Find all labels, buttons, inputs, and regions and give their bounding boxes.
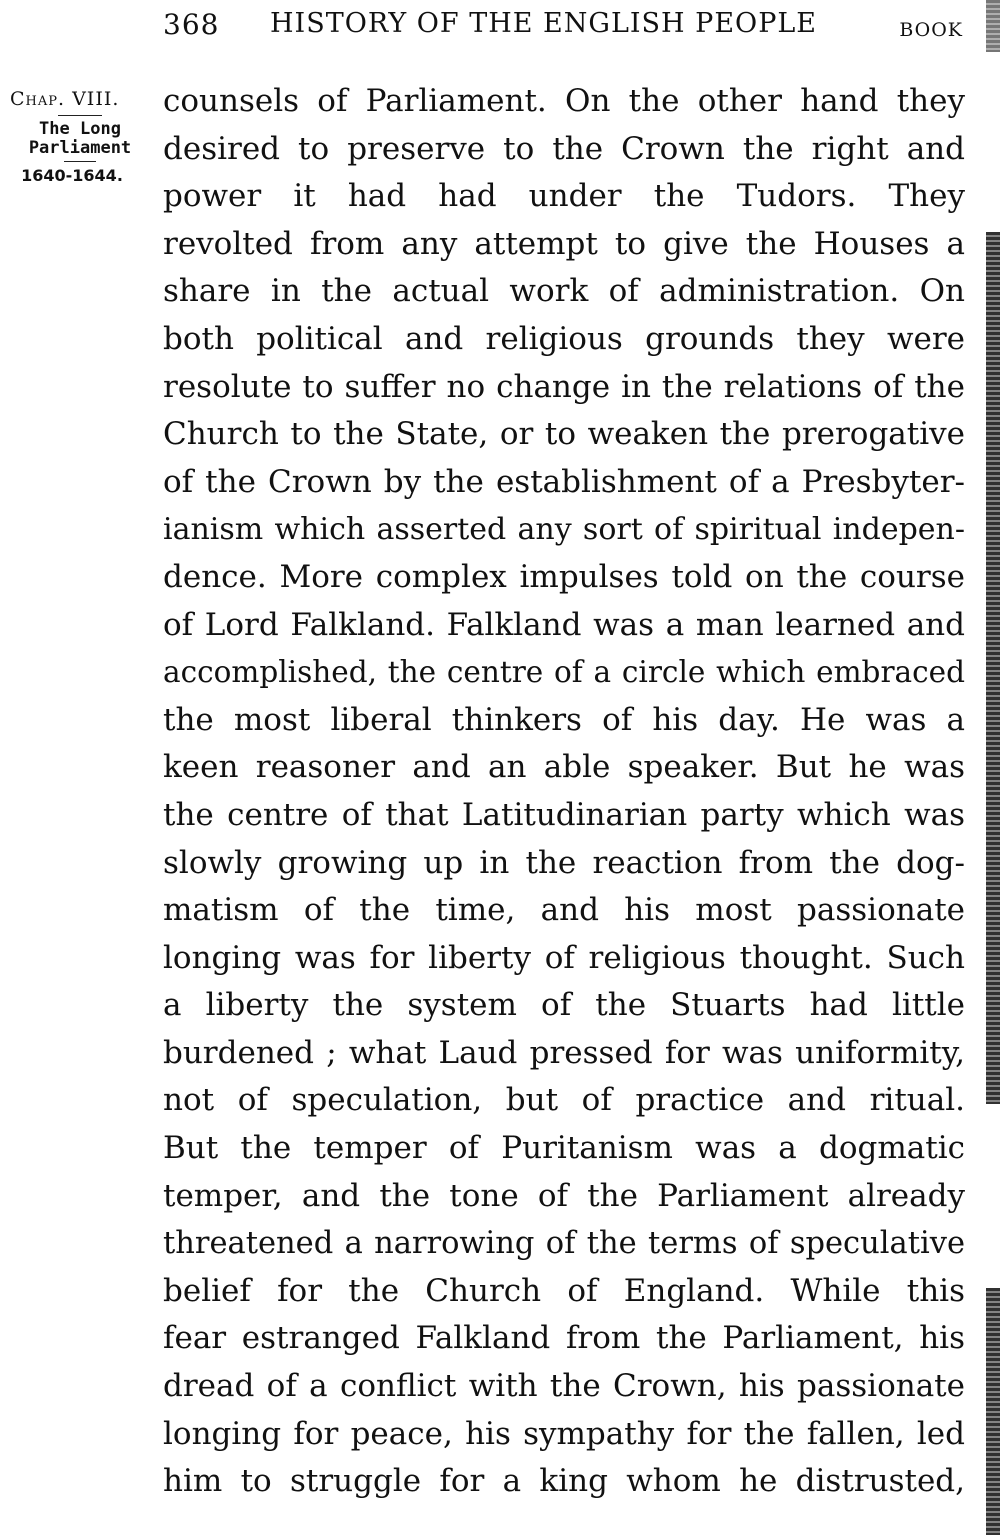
text-line: him to struggle for a king whom he distrusted, — [163, 1463, 965, 1500]
margin-divider-short — [64, 161, 96, 162]
text-line: matism of the time, and his most passionate — [163, 892, 965, 929]
text-line: belief for the Church of England. While this — [163, 1272, 965, 1309]
margin-note — [6, 88, 154, 185]
text-line: desired to preserve to the Crown the right and — [163, 130, 965, 167]
text-line: fear estranged Falkland from the Parliament, his — [163, 1320, 965, 1357]
book-label: BOOK — [899, 19, 963, 41]
text-line: Church to the State, or to weaken the prerogative — [163, 416, 965, 453]
chapter-label: Chap. VIII. — [10, 88, 120, 110]
text-line: the most liberal thinkers of his day. He was a — [163, 701, 965, 738]
text-line: dread of a conflict with the Crown, his passionate — [163, 1368, 965, 1405]
text-line: slowly growing up in the reaction from the dog- — [163, 844, 965, 881]
text-line: longing for peace, his sympathy for the fallen, led — [163, 1415, 965, 1452]
text-line: keen reasoner and an able speaker. But he was — [163, 749, 965, 786]
text-line: But the temper of Puritanism was a dogmatic — [163, 1130, 965, 1167]
text-line: power it had had under the Tudors. They — [163, 178, 965, 215]
text-line: counsels of Parliament. On the other hand they — [163, 83, 965, 119]
running-title: HISTORY OF THE ENGLISH PEOPLE — [270, 8, 817, 39]
text-line: a liberty the system of the Stuarts had little — [163, 987, 965, 1024]
text-line: resolute to suffer no change in the relations of the — [163, 368, 965, 405]
text-line: temper, and the tone of the Parliament already — [163, 1177, 965, 1214]
side-dates: 1640-1644. — [21, 166, 123, 185]
text-line: the centre of that Latitudinarian party which was — [163, 796, 965, 833]
text-line: longing was for liberty of religious thought. Such — [163, 939, 965, 976]
margin-divider — [58, 115, 102, 116]
running-head — [163, 8, 963, 48]
body-text — [163, 78, 965, 1506]
text-line: revolted from any attempt to give the Houses a — [163, 225, 965, 262]
text-line: both political and religious grounds they were — [163, 320, 965, 357]
text-line: dence. More complex impulses told on the course — [163, 558, 965, 595]
text-line: threatened a narrowing of the terms of speculative — [163, 1226, 965, 1262]
page-edge-shadow — [986, 0, 1000, 52]
page-number: 368 — [163, 8, 220, 41]
text-line: not of speculation, but of practice and ritual. — [163, 1082, 965, 1119]
text-line: ianism which asserted any sort of spiritual indepen- — [163, 512, 965, 548]
text-line: burdened ; what Laud pressed for was uniformity, — [163, 1034, 965, 1071]
side-title-line-2: Parliament — [28, 138, 132, 158]
text-line: accomplished, the centre of a circle which embraced — [163, 655, 965, 690]
page-edge-shadow — [986, 232, 1000, 1104]
page-edge-shadow — [986, 1288, 1000, 1535]
text-line: of Lord Falkland. Falkland was a man learned and — [163, 606, 965, 643]
text-line: of the Crown by the establishment of a Presbyter- — [163, 463, 965, 500]
side-title-line-1: The Long — [39, 119, 121, 139]
text-line: share in the actual work of administration. On — [163, 273, 965, 310]
